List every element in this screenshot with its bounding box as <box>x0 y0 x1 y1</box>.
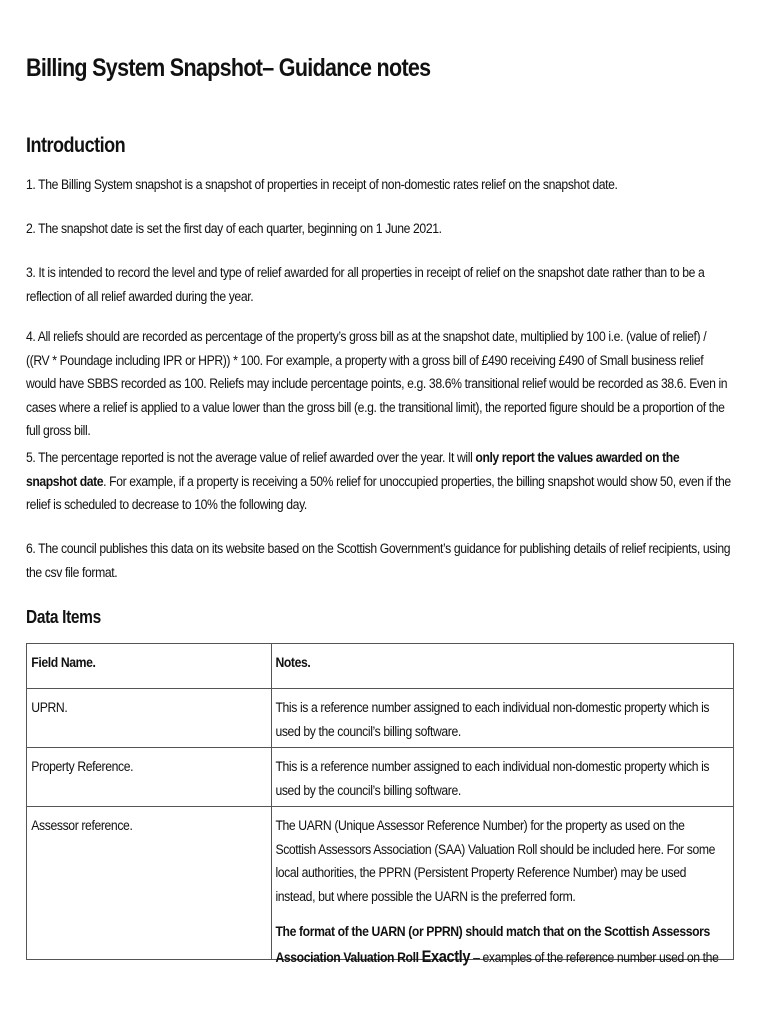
notes-bold-text: The format of the UARN (or PPRN) should match that on the Scottish Assessors Association Valuation Roll <box>275 924 710 966</box>
table-header-cell <box>27 644 272 689</box>
data-items-table <box>26 643 734 966</box>
table-cell <box>272 807 734 966</box>
table-row <box>27 689 734 748</box>
table-cell <box>27 807 272 960</box>
paragraph-4: 4. All reliefs should are recorded as percentage of the property’s gross bill as at the snapshot date, multiplied by 100 i.e. (value of relief) / ((RV * Poundage including IPR or HPR)) * 100. For example, a property with a gross bill of £490 receiving £490 of Small business relief would have SBBS recorded as 100. Reliefs may include percentage points, e.g. 38.6% transitional relief would be recorded as 38.6. Even in cases where a relief is applied to a value lower than the gross bill (e.g. the transitional limit), the reported figure should be a proportion of the full gross bill. <box>26 329 728 439</box>
table-header-cell <box>272 644 734 689</box>
paragraph-5-text-b: . For example, if a property is receiving a 50% relief for unoccupied properties, the billing snapshot would show 50, even if the relief is scheduled to decrease to 10% the following day. <box>26 473 731 513</box>
field-name-header: Field Name. <box>31 655 96 671</box>
notes-tail-text: – examples of the reference number used on the <box>470 949 719 966</box>
paragraph-5-emphasis: only report the values awarded on the snapshot date <box>26 450 680 490</box>
notes-bold-exactly: Exactly <box>421 946 471 966</box>
field-name: Property Reference. <box>31 759 134 775</box>
paragraph-2: 2. The snapshot date is set the first day of each quarter, beginning on 1 June 2021. <box>26 221 442 237</box>
notes-header: Notes. <box>275 655 311 671</box>
table-cell <box>27 748 272 807</box>
table-cell <box>27 689 272 748</box>
table-cell <box>272 748 734 807</box>
table-cell <box>272 689 734 748</box>
field-notes: The UARN (Unique Assessor Reference Number) for the property as used on the Scottish Assessors Association (SAA) Valuation Roll should be included here. For some local authorities, the PPRN (Persistent Property Reference Number) may be used instead, but where possible the UARN is the preferred form. <box>275 818 716 905</box>
table-row <box>27 807 734 960</box>
paragraph-5 <box>26 447 731 518</box>
field-notes: This is a reference number assigned to each individual non-domestic property which is used by the council’s billing software. <box>275 700 710 740</box>
field-name: Assessor reference. <box>31 818 133 834</box>
notes-clip <box>272 807 733 966</box>
field-name: UPRN. <box>31 700 68 716</box>
table-header-row <box>27 644 734 689</box>
page-title: Billing System Snapshot– Guidance notes <box>26 54 431 82</box>
paragraph-3: 3. It is intended to record the level and type of relief awarded for all properties in receipt of relief on the snapshot date rather than to be a reflection of all relief awarded during the year. <box>26 265 705 305</box>
introduction-heading: Introduction <box>26 134 126 157</box>
paragraph-1: 1. The Billing System snapshot is a snapshot of properties in receipt of non-domestic rates relief on the snapshot date. <box>26 177 618 193</box>
paragraph-6: 6. The council publishes this data on its website based on the Scottish Government’s guidance for publishing details of relief recipients, using the csv file format. <box>26 541 731 581</box>
paragraph-5-text-a: 5. The percentage reported is not the average value of relief awarded over the year. It will <box>26 450 476 466</box>
table-row <box>27 748 734 807</box>
data-items-heading: Data Items <box>26 607 101 627</box>
field-notes: This is a reference number assigned to each individual non-domestic property which is used by the council’s billing software. <box>275 759 710 799</box>
field-notes-emphasis <box>272 913 724 970</box>
